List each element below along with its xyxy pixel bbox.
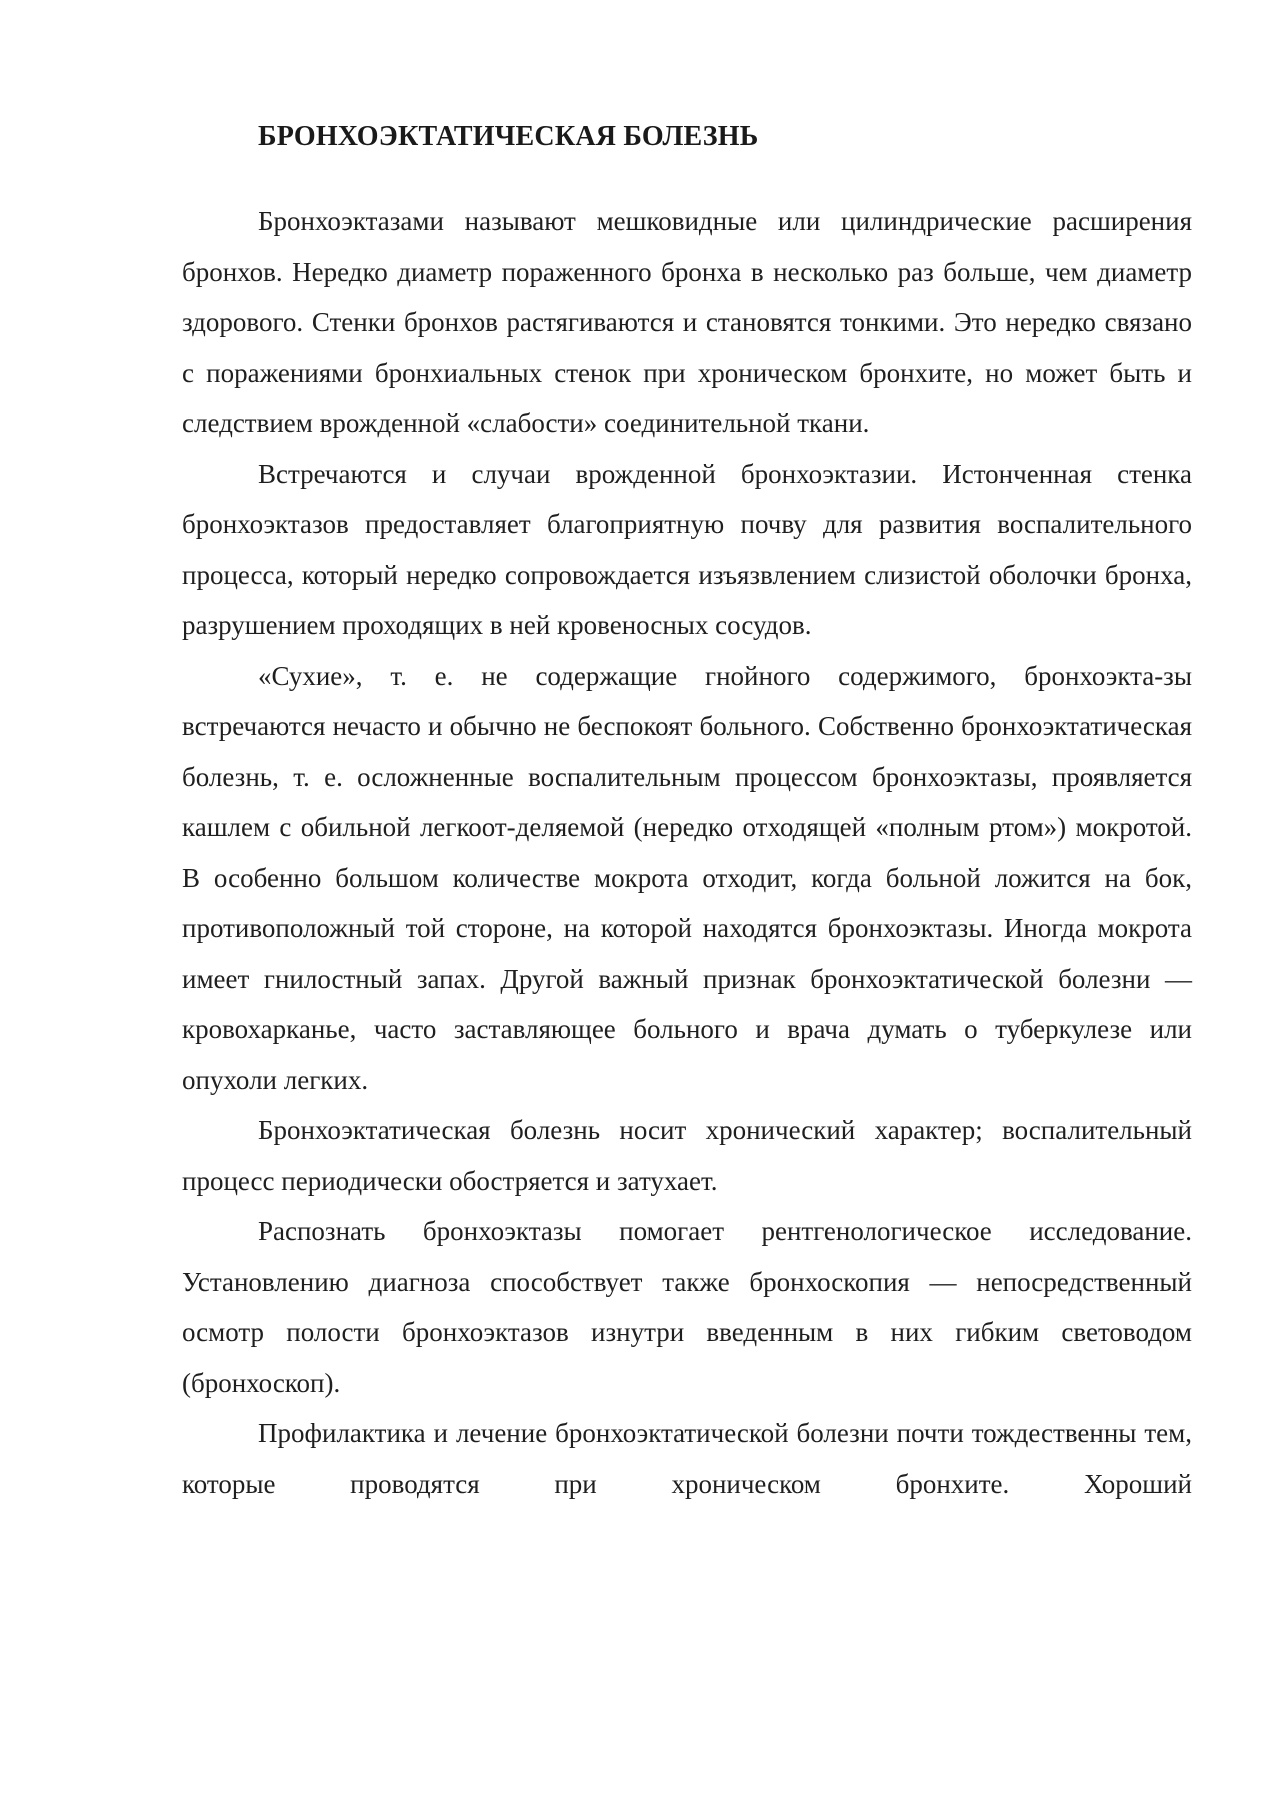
paragraph: Бронхоэктазами называют мешковидные или цилиндрические расширения бронхов. Нередко диаметр пораженного бронха в несколько раз больше, чем диаметр здорового. Стенки бронхов растягиваются и становятся тонкими. Это нередко связано с поражениями бронхиальных стенок при хроническом бронхите, но может быть и следствием врожденной «слабости» соединительной ткани. <box>182 206 1192 438</box>
document-body <box>182 196 1192 1509</box>
document-title: БРОНХОЭКТАТИЧЕСКАЯ БОЛЕЗНЬ <box>258 121 759 152</box>
paragraph: «Сухие», т. е. не содержащие гнойного содержимого, бронхоэкта-зы встречаются нечасто и обычно не беспокоят больного. Собственно бронхоэктатическая болезнь, т. е. осложненные воспалительным процессом бронхоэктазы, проявляется кашлем с обильной легкоот-деляемой (нередко отходящей «полным ртом») мокротой. В особенно большом количестве мокрота отходит, когда больной ложится на бок, противоположный той стороне, на которой находятся бронхоэктазы. Иногда мокрота имеет гнилостный запах. Другой важный признак бронхоэктатической болезни — кровохарканье, часто заставляющее больного и врача думать о туберкулезе или опухоли легких. <box>182 660 1192 1095</box>
paragraph: Распознать бронхоэктазы помогает рентгенологическое исследование. Установлению диагноза способствует также бронхоскопия — непосредственный осмотр полости бронхоэктазов изнутри введенным в них гибким световодом (бронхоскоп). <box>182 1216 1192 1398</box>
paragraph: Встречаются и случаи врожденной бронхоэктазии. Истонченная стенка бронхоэктазов предоставляет благоприятную почву для развития воспалительного процесса, который нередко сопровождается изъязвлением слизистой оболочки бронха, разрушением проходящих в ней кровеносных сосудов. <box>182 458 1192 640</box>
paragraph-last: Профилактика и лечение бронхоэктатической болезни почти тождественны тем, которые проводятся при хроническом бронхите. Хороший <box>182 1418 1192 1499</box>
paragraph: Бронхоэктатическая болезнь носит хронический характер; воспалительный процесс периодически обостряется и затухает. <box>182 1115 1192 1196</box>
